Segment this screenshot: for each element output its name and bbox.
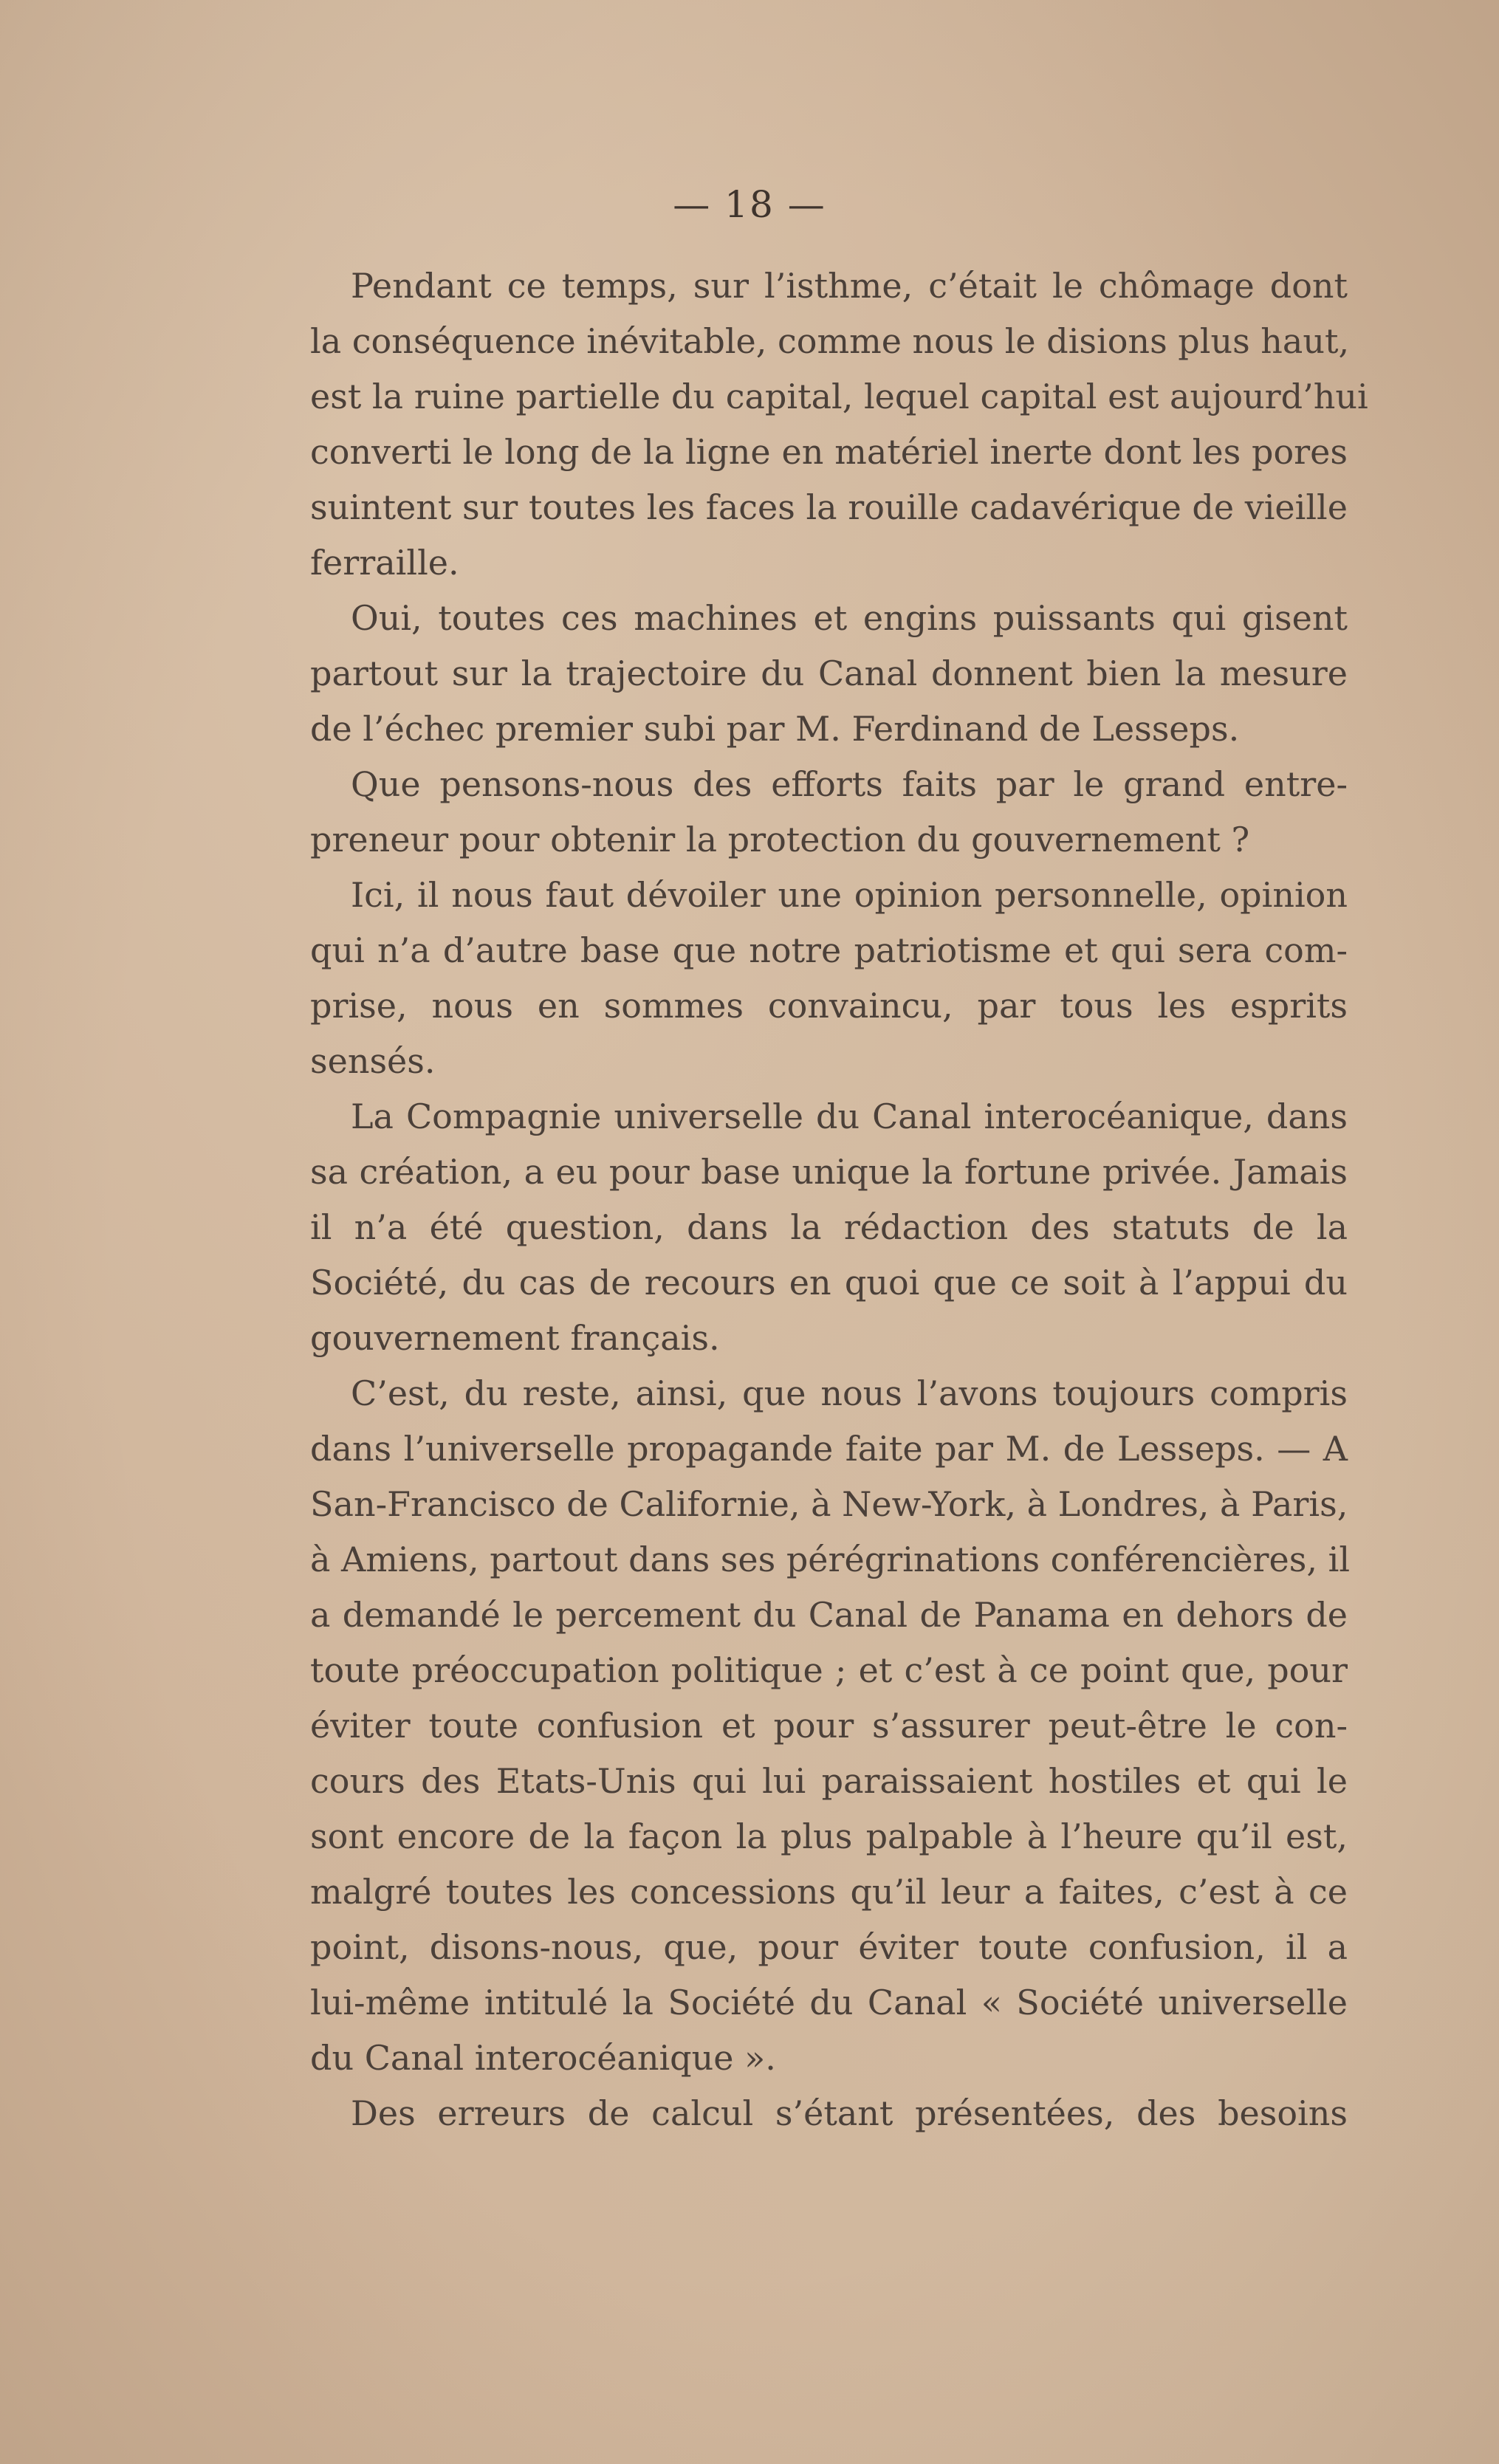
text-line: Pendant ce temps, sur l’isthme, c’était le chômage dont: [351, 266, 1348, 306]
text-line: lui-même intitulé la Société du Canal « Société universelle: [310, 1983, 1348, 2022]
text-line: à Amiens, partout dans ses pérégrinations conférencières, il: [310, 1540, 1351, 1579]
text-line: est la ruine partielle du capital, lequel capital est aujourd’hui: [310, 377, 1368, 416]
text-line: du Canal interocéanique ».: [310, 2038, 776, 2078]
text-line: qui n’a d’autre base que notre patriotisme et qui sera com-: [310, 930, 1348, 970]
text-line: Que pensons-nous des efforts faits par le grand entre-: [351, 764, 1348, 804]
text-line: C’est, du reste, ainsi, que nous l’avons toujours compris: [351, 1373, 1348, 1413]
text-line: toute préoccupation politique ; et c’est à ce point que, pour: [310, 1650, 1348, 1690]
text-line: gouvernement français.: [310, 1318, 720, 1358]
text-line: converti le long de la ligne en matériel inerte dont les pores: [310, 432, 1348, 472]
text-line: la conséquence inévitable, comme nous le disions plus haut,: [310, 321, 1350, 361]
text-line: partout sur la trajectoire du Canal donnent bien la mesure: [310, 653, 1348, 693]
text-line: de l’échec premier subi par M. Ferdinand de Lesseps.: [310, 709, 1240, 749]
text-line: cours des Etats-Unis qui lui paraissaient hostiles et qui le: [310, 1761, 1348, 1801]
text-line: Société, du cas de recours en quoi que ce soit à l’appui du: [310, 1263, 1348, 1303]
text-line: Des erreurs de calcul s’étant présentées, des besoins: [351, 2093, 1348, 2133]
text-line: sa création, a eu pour base unique la fortune privée. Jamais: [310, 1152, 1348, 1192]
text-line: sont encore de la façon la plus palpable à l’heure qu’il est,: [310, 1816, 1348, 1856]
text-line: dans l’universelle propagande faite par M. de Lesseps. — A: [310, 1429, 1348, 1469]
text-line: éviter toute confusion et pour s’assurer peut-être le con-: [310, 1706, 1348, 1746]
page-number: — 18 —: [673, 183, 826, 226]
text-line: La Compagnie universelle du Canal interocéanique, dans: [351, 1097, 1348, 1136]
text-line: preneur pour obtenir la protection du gouvernement ?: [310, 820, 1250, 859]
text-line: malgré toutes les concessions qu’il leur a faites, c’est à ce: [310, 1872, 1348, 1912]
body-text: [310, 258, 1368, 2141]
text-line: il n’a été question, dans la rédaction des statuts de la: [310, 1207, 1348, 1247]
text-line: point, disons-nous, que, pour éviter toute confusion, il a: [310, 1927, 1348, 1967]
text-line: San-Francisco de Californie, à New-York, à Londres, à Paris,: [310, 1484, 1348, 1524]
text-line: sensés.: [310, 1041, 436, 1081]
text-line: a demandé le percement du Canal de Panama en dehors de: [310, 1595, 1348, 1635]
text-line: prise, nous en sommes convaincu, par tous les esprits: [310, 986, 1348, 1026]
text-line: ferraille.: [310, 543, 459, 583]
text-line: suintent sur toutes les faces la rouille cadavérique de vieille: [310, 487, 1348, 527]
text-line: Oui, toutes ces machines et engins puissants qui gisent: [351, 598, 1348, 638]
text-line: Ici, il nous faut dévoiler une opinion personnelle, opinion: [351, 875, 1348, 915]
